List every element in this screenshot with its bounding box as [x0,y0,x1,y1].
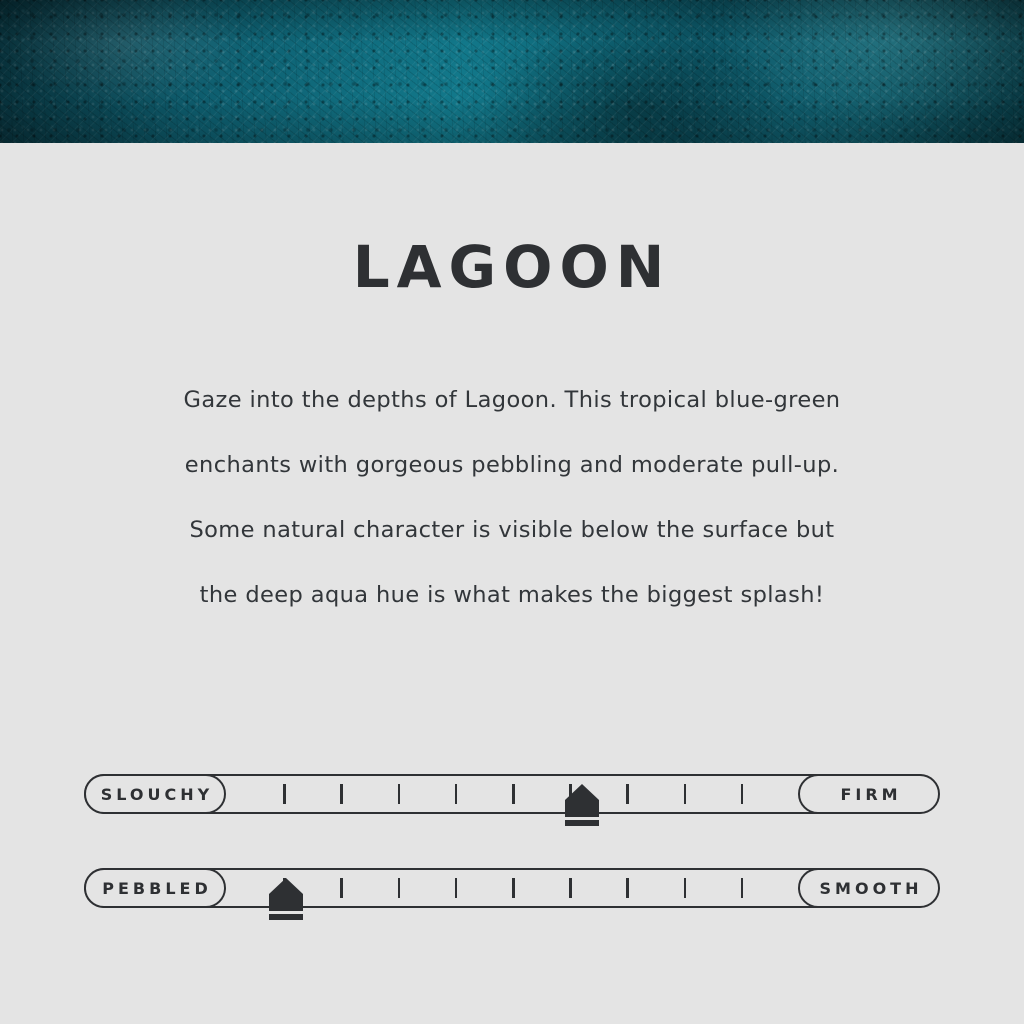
scale-right-label-text: SMOOTH [819,878,923,898]
scale-tick [569,878,572,898]
scale-tick [398,784,401,804]
swatch-vignette [0,0,1024,143]
scale-tick [455,784,458,804]
scale-ticks [226,774,798,814]
scale-tick [626,878,629,898]
marker-body [269,894,303,911]
scale-tick [455,878,458,898]
scale-texture[interactable] [84,868,940,910]
scale-right-label [798,774,940,814]
description-line: Gaze into the depths of Lagoon. This tropical blue-green [183,387,841,413]
marker-foot [269,914,303,920]
scale-left-label [84,774,226,814]
scale-tick [398,878,401,898]
scale-tick [684,878,687,898]
description-line: the deep aqua hue is what makes the biggest splash! [199,582,825,608]
scale-tick [741,784,744,804]
scale-left-label-text: SLOUCHY [100,784,214,804]
description-line: enchants with gorgeous pebbling and moderate pull-up. [184,452,840,478]
page-title: LAGOON [352,233,672,301]
scale-left-label [84,868,226,908]
scale-tick [283,784,286,804]
scale-tick [512,784,515,804]
scale-temper[interactable] [84,774,940,816]
description-line: Some natural character is visible below the surface but [189,517,835,543]
scale-right-label-text: FIRM [840,784,902,804]
attribute-scales [84,774,940,962]
scale-tick [684,784,687,804]
marker-body [565,800,599,817]
scale-right-label [798,868,940,908]
scale-tick [340,784,343,804]
description-text [112,368,912,628]
marker-foot [565,820,599,826]
scale-marker[interactable] [269,878,303,920]
leather-swatch-photo [0,0,1024,143]
scale-tick [512,878,515,898]
scale-ticks [226,868,798,908]
scale-tick [626,784,629,804]
scale-tick [340,878,343,898]
scale-left-label-text: PEBBLED [102,878,212,898]
scale-marker[interactable] [565,784,599,826]
scale-tick [741,878,744,898]
marker-head-icon [269,878,303,894]
marker-head-icon [565,784,599,800]
